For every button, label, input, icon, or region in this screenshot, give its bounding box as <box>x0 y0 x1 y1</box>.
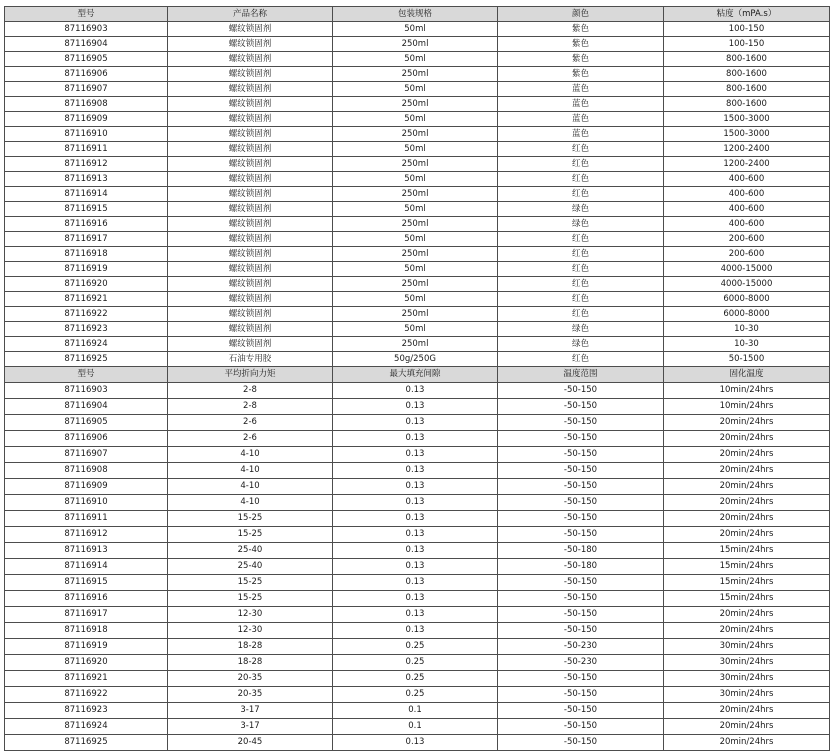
cell-model: 87116925 <box>5 735 168 751</box>
cell-temp-range: -50-150 <box>498 511 664 527</box>
cell-color: 紫色 <box>498 22 664 37</box>
cell-model: 87116909 <box>5 112 168 127</box>
table-row <box>5 37 830 52</box>
cell-product-name: 螺纹锁固剂 <box>168 37 333 52</box>
cell-product-name: 螺纹锁固剂 <box>168 322 333 337</box>
header-model: 型号 <box>5 7 168 22</box>
cell-package: 50ml <box>333 52 498 67</box>
cell-viscosity: 100-150 <box>664 37 830 52</box>
cell-model: 87116918 <box>5 623 168 639</box>
cell-model: 87116911 <box>5 511 168 527</box>
cell-package: 250ml <box>333 247 498 262</box>
cell-model: 87116914 <box>5 187 168 202</box>
cell-torque: 15-25 <box>168 575 333 591</box>
cell-viscosity: 400-600 <box>664 187 830 202</box>
table-row <box>5 247 830 262</box>
cell-package: 250ml <box>333 187 498 202</box>
cell-color: 红色 <box>498 232 664 247</box>
cell-product-name: 螺纹锁固剂 <box>168 247 333 262</box>
cell-temp-range: -50-180 <box>498 543 664 559</box>
cell-temp-range: -50-150 <box>498 463 664 479</box>
cell-product-name: 螺纹锁固剂 <box>168 187 333 202</box>
cell-model: 87116903 <box>5 383 168 399</box>
cell-viscosity: 6000-8000 <box>664 292 830 307</box>
cell-package: 50ml <box>333 232 498 247</box>
cell-color: 绿色 <box>498 322 664 337</box>
cell-model: 87116906 <box>5 431 168 447</box>
cell-model: 87116912 <box>5 157 168 172</box>
cell-color: 红色 <box>498 157 664 172</box>
cell-viscosity: 100-150 <box>664 22 830 37</box>
cell-max-gap: 0.25 <box>333 655 498 671</box>
cell-model: 87116905 <box>5 415 168 431</box>
cell-viscosity: 1200-2400 <box>664 142 830 157</box>
cell-package: 50ml <box>333 112 498 127</box>
cell-max-gap: 0.13 <box>333 415 498 431</box>
table-row <box>5 67 830 82</box>
cell-torque: 4-10 <box>168 447 333 463</box>
cell-model: 87116918 <box>5 247 168 262</box>
cell-model: 87116921 <box>5 671 168 687</box>
table-row <box>5 591 830 607</box>
table-row <box>5 187 830 202</box>
table-row <box>5 607 830 623</box>
table-row <box>5 307 830 322</box>
cell-color: 红色 <box>498 262 664 277</box>
cell-color: 紫色 <box>498 37 664 52</box>
cell-viscosity: 1200-2400 <box>664 157 830 172</box>
cell-model: 87116917 <box>5 232 168 247</box>
header-viscosity: 粘度（mPA.s） <box>664 7 830 22</box>
cell-product-name: 螺纹锁固剂 <box>168 67 333 82</box>
table-row <box>5 623 830 639</box>
cell-color: 绿色 <box>498 217 664 232</box>
cell-temp-range: -50-150 <box>498 383 664 399</box>
cell-model: 87116924 <box>5 719 168 735</box>
cell-max-gap: 0.1 <box>333 719 498 735</box>
table-row <box>5 217 830 232</box>
cell-max-gap: 0.13 <box>333 383 498 399</box>
table-row <box>5 639 830 655</box>
table-row <box>5 687 830 703</box>
cell-model: 87116909 <box>5 479 168 495</box>
cell-color: 蓝色 <box>498 82 664 97</box>
cell-color: 红色 <box>498 247 664 262</box>
cell-viscosity: 200-600 <box>664 232 830 247</box>
cell-model: 87116920 <box>5 655 168 671</box>
cell-torque: 4-10 <box>168 495 333 511</box>
cell-cure-time: 30min/24hrs <box>664 639 830 655</box>
cell-temp-range: -50-150 <box>498 591 664 607</box>
cell-torque: 18-28 <box>168 639 333 655</box>
table-row <box>5 112 830 127</box>
table-row <box>5 172 830 187</box>
cell-product-name: 螺纹锁固剂 <box>168 337 333 352</box>
cell-color: 红色 <box>498 187 664 202</box>
cell-package: 250ml <box>333 67 498 82</box>
cell-model: 87116915 <box>5 575 168 591</box>
cell-package: 250ml <box>333 337 498 352</box>
cell-max-gap: 0.13 <box>333 607 498 623</box>
cell-cure-time: 20min/24hrs <box>664 463 830 479</box>
cell-product-name: 螺纹锁固剂 <box>168 217 333 232</box>
cell-color: 蓝色 <box>498 112 664 127</box>
cell-temp-range: -50-150 <box>498 495 664 511</box>
cell-cure-time: 30min/24hrs <box>664 655 830 671</box>
cell-max-gap: 0.25 <box>333 687 498 703</box>
table-row <box>5 495 830 511</box>
cell-product-name: 螺纹锁固剂 <box>168 127 333 142</box>
cell-temp-range: -50-150 <box>498 415 664 431</box>
cell-temp-range: -50-230 <box>498 639 664 655</box>
cell-max-gap: 0.13 <box>333 527 498 543</box>
header-color: 颜色 <box>498 7 664 22</box>
cell-color: 蓝色 <box>498 127 664 142</box>
cell-model: 87116916 <box>5 591 168 607</box>
cell-max-gap: 0.13 <box>333 463 498 479</box>
cell-viscosity: 800-1600 <box>664 82 830 97</box>
cell-model: 87116914 <box>5 559 168 575</box>
cell-temp-range: -50-230 <box>498 655 664 671</box>
cell-package: 250ml <box>333 217 498 232</box>
cell-model: 87116903 <box>5 22 168 37</box>
cell-torque: 25-40 <box>168 543 333 559</box>
table-row <box>5 399 830 415</box>
cell-package: 50ml <box>333 202 498 217</box>
table-row <box>5 511 830 527</box>
cell-torque: 15-25 <box>168 591 333 607</box>
table-row <box>5 671 830 687</box>
cell-viscosity: 800-1600 <box>664 97 830 112</box>
table-row <box>5 157 830 172</box>
header-temp-range: 温度范围 <box>498 367 664 383</box>
cell-temp-range: -50-150 <box>498 399 664 415</box>
cell-product-name: 螺纹锁固剂 <box>168 97 333 112</box>
table-row <box>5 52 830 67</box>
cell-package: 250ml <box>333 127 498 142</box>
cell-torque: 2-8 <box>168 399 333 415</box>
cell-torque: 18-28 <box>168 655 333 671</box>
cell-package: 250ml <box>333 277 498 292</box>
table-row <box>5 202 830 217</box>
table-row <box>5 655 830 671</box>
cell-viscosity: 800-1600 <box>664 67 830 82</box>
cell-product-name: 螺纹锁固剂 <box>168 22 333 37</box>
cell-model: 87116910 <box>5 495 168 511</box>
cell-temp-range: -50-150 <box>498 719 664 735</box>
table-row <box>5 82 830 97</box>
cell-temp-range: -50-150 <box>498 527 664 543</box>
cell-max-gap: 0.1 <box>333 703 498 719</box>
cell-max-gap: 0.25 <box>333 671 498 687</box>
cell-cure-time: 20min/24hrs <box>664 735 830 751</box>
cell-cure-time: 15min/24hrs <box>664 575 830 591</box>
cell-torque: 20-45 <box>168 735 333 751</box>
cell-package: 50ml <box>333 292 498 307</box>
table-row <box>5 559 830 575</box>
cell-temp-range: -50-150 <box>498 575 664 591</box>
cell-torque: 15-25 <box>168 511 333 527</box>
header-cure-time: 固化温度 <box>664 367 830 383</box>
table-row <box>5 277 830 292</box>
cell-product-name: 螺纹锁固剂 <box>168 277 333 292</box>
cell-color: 红色 <box>498 142 664 157</box>
cell-temp-range: -50-150 <box>498 479 664 495</box>
cell-max-gap: 0.13 <box>333 511 498 527</box>
cell-model: 87116906 <box>5 67 168 82</box>
table-row <box>5 431 830 447</box>
cell-cure-time: 20min/24hrs <box>664 703 830 719</box>
cell-torque: 20-35 <box>168 687 333 703</box>
cell-color: 红色 <box>498 352 664 367</box>
header-model: 型号 <box>5 367 168 383</box>
performance-table <box>4 366 830 751</box>
cell-model: 87116923 <box>5 322 168 337</box>
cell-product-name: 螺纹锁固剂 <box>168 52 333 67</box>
cell-max-gap: 0.13 <box>333 479 498 495</box>
cell-color: 绿色 <box>498 202 664 217</box>
table-row <box>5 127 830 142</box>
cell-package: 50ml <box>333 142 498 157</box>
table-row <box>5 292 830 307</box>
cell-max-gap: 0.13 <box>333 575 498 591</box>
table-row <box>5 719 830 735</box>
cell-model: 87116908 <box>5 97 168 112</box>
cell-torque: 12-30 <box>168 623 333 639</box>
cell-model: 87116922 <box>5 307 168 322</box>
cell-package: 50g/250G <box>333 352 498 367</box>
cell-torque: 3-17 <box>168 703 333 719</box>
cell-color: 蓝色 <box>498 97 664 112</box>
cell-model: 87116910 <box>5 127 168 142</box>
cell-viscosity: 6000-8000 <box>664 307 830 322</box>
table-row <box>5 352 830 367</box>
cell-model: 87116922 <box>5 687 168 703</box>
header-max-gap: 最大填充间隙 <box>333 367 498 383</box>
cell-max-gap: 0.25 <box>333 639 498 655</box>
header-row <box>5 7 830 22</box>
cell-temp-range: -50-180 <box>498 559 664 575</box>
cell-product-name: 螺纹锁固剂 <box>168 292 333 307</box>
cell-max-gap: 0.13 <box>333 431 498 447</box>
cell-package: 250ml <box>333 37 498 52</box>
table-row <box>5 262 830 277</box>
cell-model: 87116907 <box>5 447 168 463</box>
table-row <box>5 415 830 431</box>
cell-product-name: 螺纹锁固剂 <box>168 232 333 247</box>
cell-max-gap: 0.13 <box>333 735 498 751</box>
cell-max-gap: 0.13 <box>333 495 498 511</box>
cell-product-name: 螺纹锁固剂 <box>168 112 333 127</box>
cell-cure-time: 20min/24hrs <box>664 719 830 735</box>
cell-viscosity: 400-600 <box>664 217 830 232</box>
cell-temp-range: -50-150 <box>498 703 664 719</box>
cell-product-name: 螺纹锁固剂 <box>168 307 333 322</box>
table-row <box>5 479 830 495</box>
cell-temp-range: -50-150 <box>498 447 664 463</box>
table-row <box>5 383 830 399</box>
cell-package: 50ml <box>333 262 498 277</box>
cell-viscosity: 4000-15000 <box>664 277 830 292</box>
table-row <box>5 142 830 157</box>
cell-cure-time: 20min/24hrs <box>664 511 830 527</box>
cell-viscosity: 800-1600 <box>664 52 830 67</box>
cell-torque: 3-17 <box>168 719 333 735</box>
performance-body <box>5 383 830 751</box>
cell-cure-time: 30min/24hrs <box>664 671 830 687</box>
cell-viscosity: 10-30 <box>664 337 830 352</box>
cell-product-name: 螺纹锁固剂 <box>168 142 333 157</box>
cell-viscosity: 400-600 <box>664 202 830 217</box>
cell-cure-time: 20min/24hrs <box>664 431 830 447</box>
cell-viscosity: 400-600 <box>664 172 830 187</box>
cell-package: 50ml <box>333 22 498 37</box>
cell-product-name: 螺纹锁固剂 <box>168 262 333 277</box>
cell-product-name: 螺纹锁固剂 <box>168 172 333 187</box>
cell-temp-range: -50-150 <box>498 687 664 703</box>
table-row <box>5 337 830 352</box>
cell-max-gap: 0.13 <box>333 447 498 463</box>
cell-max-gap: 0.13 <box>333 399 498 415</box>
cell-cure-time: 20min/24hrs <box>664 527 830 543</box>
table-row <box>5 447 830 463</box>
table-row <box>5 735 830 751</box>
cell-product-name: 石油专用胶 <box>168 352 333 367</box>
cell-cure-time: 15min/24hrs <box>664 543 830 559</box>
cell-model: 87116911 <box>5 142 168 157</box>
cell-model: 87116907 <box>5 82 168 97</box>
header-package: 包装规格 <box>333 7 498 22</box>
cell-color: 红色 <box>498 172 664 187</box>
cell-torque: 12-30 <box>168 607 333 623</box>
cell-model: 87116915 <box>5 202 168 217</box>
cell-max-gap: 0.13 <box>333 591 498 607</box>
table-row <box>5 543 830 559</box>
table-row <box>5 575 830 591</box>
cell-viscosity: 50-1500 <box>664 352 830 367</box>
cell-package: 250ml <box>333 97 498 112</box>
cell-cure-time: 15min/24hrs <box>664 559 830 575</box>
cell-color: 红色 <box>498 292 664 307</box>
cell-model: 87116919 <box>5 262 168 277</box>
cell-cure-time: 20min/24hrs <box>664 415 830 431</box>
cell-max-gap: 0.13 <box>333 543 498 559</box>
cell-package: 250ml <box>333 307 498 322</box>
cell-model: 87116916 <box>5 217 168 232</box>
cell-cure-time: 20min/24hrs <box>664 495 830 511</box>
product-spec-body <box>5 22 830 367</box>
cell-color: 紫色 <box>498 67 664 82</box>
cell-model: 87116913 <box>5 543 168 559</box>
table-row <box>5 22 830 37</box>
cell-cure-time: 10min/24hrs <box>664 383 830 399</box>
cell-viscosity: 1500-3000 <box>664 127 830 142</box>
cell-model: 87116923 <box>5 703 168 719</box>
cell-package: 50ml <box>333 322 498 337</box>
cell-viscosity: 4000-15000 <box>664 262 830 277</box>
cell-viscosity: 10-30 <box>664 322 830 337</box>
cell-temp-range: -50-150 <box>498 735 664 751</box>
cell-cure-time: 20min/24hrs <box>664 607 830 623</box>
table-row <box>5 322 830 337</box>
cell-torque: 4-10 <box>168 479 333 495</box>
cell-temp-range: -50-150 <box>498 431 664 447</box>
cell-cure-time: 10min/24hrs <box>664 399 830 415</box>
cell-temp-range: -50-150 <box>498 671 664 687</box>
cell-torque: 2-6 <box>168 415 333 431</box>
cell-max-gap: 0.13 <box>333 559 498 575</box>
cell-temp-range: -50-150 <box>498 607 664 623</box>
cell-max-gap: 0.13 <box>333 623 498 639</box>
header-product-name: 产品名称 <box>168 7 333 22</box>
cell-color: 红色 <box>498 307 664 322</box>
cell-package: 50ml <box>333 82 498 97</box>
cell-model: 87116913 <box>5 172 168 187</box>
product-spec-table <box>4 6 830 367</box>
header-torque: 平均折向力矩 <box>168 367 333 383</box>
cell-cure-time: 15min/24hrs <box>664 591 830 607</box>
table-row <box>5 527 830 543</box>
cell-cure-time: 20min/24hrs <box>664 447 830 463</box>
cell-torque: 4-10 <box>168 463 333 479</box>
cell-color: 紫色 <box>498 52 664 67</box>
cell-color: 绿色 <box>498 337 664 352</box>
table-row <box>5 463 830 479</box>
cell-model: 87116920 <box>5 277 168 292</box>
cell-cure-time: 20min/24hrs <box>664 623 830 639</box>
cell-viscosity: 200-600 <box>664 247 830 262</box>
cell-temp-range: -50-150 <box>498 623 664 639</box>
cell-model: 87116925 <box>5 352 168 367</box>
cell-model: 87116912 <box>5 527 168 543</box>
cell-torque: 25-40 <box>168 559 333 575</box>
cell-model: 87116905 <box>5 52 168 67</box>
cell-torque: 2-8 <box>168 383 333 399</box>
cell-product-name: 螺纹锁固剂 <box>168 202 333 217</box>
cell-model: 87116921 <box>5 292 168 307</box>
cell-model: 87116904 <box>5 399 168 415</box>
cell-model: 87116908 <box>5 463 168 479</box>
cell-model: 87116917 <box>5 607 168 623</box>
cell-cure-time: 30min/24hrs <box>664 687 830 703</box>
cell-package: 250ml <box>333 157 498 172</box>
cell-cure-time: 20min/24hrs <box>664 479 830 495</box>
cell-model: 87116919 <box>5 639 168 655</box>
cell-model: 87116904 <box>5 37 168 52</box>
table-row <box>5 232 830 247</box>
table-row <box>5 97 830 112</box>
cell-package: 50ml <box>333 172 498 187</box>
cell-torque: 20-35 <box>168 671 333 687</box>
cell-torque: 2-6 <box>168 431 333 447</box>
header-row <box>5 367 830 383</box>
cell-product-name: 螺纹锁固剂 <box>168 157 333 172</box>
cell-product-name: 螺纹锁固剂 <box>168 82 333 97</box>
cell-model: 87116924 <box>5 337 168 352</box>
table-row <box>5 703 830 719</box>
cell-torque: 15-25 <box>168 527 333 543</box>
cell-viscosity: 1500-3000 <box>664 112 830 127</box>
cell-color: 红色 <box>498 277 664 292</box>
